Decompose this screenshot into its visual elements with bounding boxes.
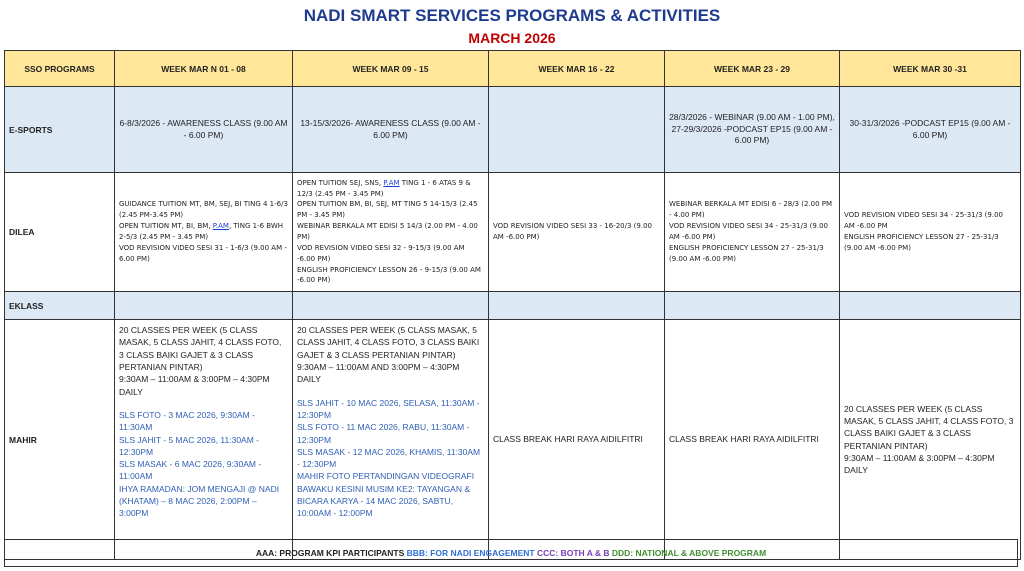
cell-line: 20 CLASSES PER WEEK (5 CLASS MASAK, 5 CLASS JAHIT, 4 CLASS FOTO, 3 CLASS BAIKI GAJET & 3 CLASS PERTANIAN PINTAR) bbox=[844, 403, 1014, 451]
column-header: WEEK MAR 23 - 29 bbox=[665, 51, 840, 87]
table-cell: VOD REVISION VIDEO SESI 33 - 16-20/3 (9.00 AM -6.00 PM) bbox=[489, 173, 665, 292]
column-header: SSO PROGRAMS bbox=[5, 51, 115, 87]
legend-bbb: BBB: FOR NADI ENGAGEMENT bbox=[406, 548, 537, 558]
program-label: E-SPORTS bbox=[5, 87, 115, 173]
header-row bbox=[5, 51, 1021, 87]
cell-line: IHYA RAMADAN: JOM MENGAJI @ NADI (KHATAM) – 8 MAC 2026, 2:00PM – 3:00PM bbox=[119, 483, 280, 519]
program-label: DILEA bbox=[5, 173, 115, 292]
cell-line: ENGLISH PROFICIENCY LESSON 27 - 25-31/3 (9.00 AM -6.00 PM) bbox=[669, 243, 824, 263]
cell-line: WEBINAR BERKALA MT EDISI 5 14/3 (2.00 PM - 4.00 PM) bbox=[297, 222, 478, 241]
cell-line: VOD REVISION VIDEO SESI 34 - 25-31/3 (9.00 AM -6.00 PM bbox=[844, 211, 1003, 231]
cell-line: 9:30AM – 11:00AM AND 3:00PM – 4:30PM DAILY bbox=[297, 361, 460, 385]
cell-line: SLS MASAK - 6 MAC 2026, 9:30AM - 11:00AM bbox=[119, 459, 262, 482]
table-cell bbox=[489, 292, 665, 320]
table-cell: 13-15/3/2026- AWARENESS CLASS (9.00 AM - 6.00 PM) bbox=[293, 87, 489, 173]
cell-line: ENGLISH PROFICIENCY LESSON 27 - 25-31/3 (9.00 AM -6.00 PM) bbox=[844, 233, 999, 252]
cell-line: VOD REVISION VIDEO SESI 32 - 9-15/3 (9.00 AM -6.00 PM) bbox=[297, 243, 465, 263]
cell-line: ENGLISH PROFICIENCY LESSON 26 - 9-15/3 (9.00 AM -6.00 PM) bbox=[297, 265, 481, 285]
cell-line: 20 CLASSES PER WEEK (5 CLASS MASAK, 5 CLASS JAHIT, 4 CLASS FOTO, 3 CLASS BAIKI GAJET & 3 CLASS PERTANIAN PINTAR) bbox=[297, 325, 480, 360]
cell-line: 9:30AM – 11:00AM & 3:00PM – 4:30PM DAILY bbox=[119, 374, 270, 397]
table-cell bbox=[840, 173, 1021, 292]
cell-line: 27-29/3/2026 -PODCAST EP15 (9.00 AM - 6.00 PM) bbox=[671, 123, 833, 146]
cell-text: , TING 1-6 BWH 2-5/3 (2.45 PM - 3.45 PM) bbox=[119, 222, 284, 241]
column-header: WEEK MAR 09 - 15 bbox=[293, 51, 489, 87]
table-cell: 6-8/3/2026 - AWARENESS CLASS (9.00 AM - 6.00 PM) bbox=[115, 87, 293, 173]
pam-link[interactable]: P.AM bbox=[383, 178, 400, 187]
pam-link[interactable]: P.AM bbox=[212, 222, 229, 231]
legend-ccc: CCC: BOTH A & B bbox=[536, 548, 612, 558]
table-row-mahir bbox=[5, 320, 1021, 560]
column-header: WEEK MAR N 01 - 08 bbox=[115, 51, 293, 87]
page-title: NADI SMART SERVICES PROGRAMS & ACTIVITIES bbox=[303, 6, 721, 25]
table-row-esports bbox=[5, 87, 1021, 173]
legend-ddd: DDD: NATIONAL & ABOVE PROGRAM bbox=[611, 548, 767, 558]
schedule-table bbox=[4, 50, 1021, 560]
table-row-eklass bbox=[5, 292, 1021, 320]
table-cell bbox=[293, 173, 489, 292]
cell-line: SLS FOTO - 11 MAC 2026, RABU, 11:30AM - 12:30PM bbox=[297, 422, 470, 445]
cell-line: WEBINAR BERKALA MT EDISI 6 - 28/3 (2.00 PM - 4.00 PM) bbox=[669, 200, 833, 220]
cell-text: OPEN TUITION SEJ, SNS, bbox=[297, 178, 384, 187]
cell-line: SLS MASAK - 12 MAC 2026, KHAMIS, 11:30AM - 12:30PM bbox=[297, 446, 481, 470]
cell-line: OPEN TUITION BM, BI, SEJ, MT TING 5 14-15/3 (2.45 PM - 3.45 PM) bbox=[297, 200, 478, 220]
cell-line bbox=[119, 221, 288, 243]
column-header: WEEK MAR 30 -31 bbox=[840, 51, 1021, 87]
program-label: MAHIR bbox=[5, 320, 115, 560]
cell-line: MAHIR FOTO PERTANDINGAN VIDEOGRAFI BAWAKU KESINI MUSIM KE2: TAYANGAN & BICARA KARYA - 14 MAC 2026, SABTU, 10:00AM - 12:00PM bbox=[297, 471, 475, 519]
table-row-dilea bbox=[5, 173, 1021, 292]
cell-line: SLS JAHIT - 5 MAC 2026, 11:30AM - 12:30PM bbox=[119, 434, 259, 457]
legend-footer bbox=[4, 539, 1018, 567]
table-cell bbox=[489, 87, 665, 173]
column-header: WEEK MAR 16 - 22 bbox=[489, 51, 665, 87]
cell-text: OPEN TUITION MT, BI, BM, bbox=[119, 222, 213, 231]
cell-line: 20 CLASSES PER WEEK (5 CLASS MASAK, 5 CLASS JAHIT, 4 CLASS FOTO, 3 CLASS BAIKI GAJET & 3 CLASS PERTANIAN PINTAR) bbox=[119, 325, 282, 372]
cell-line: GUIDANCE TUITION MT, BM, SEJ, BI TING 4 1-6/3 (2.45 PM-3.45 PM) bbox=[119, 200, 288, 220]
cell-text: TING 1 - 6 ATAS 9 & 12/3 (2.45 PM - 3.45 PM) bbox=[297, 178, 471, 198]
table-cell bbox=[665, 292, 840, 320]
cell-line: VOD REVISION VIDEO SESI 31 - 1-6/3 (9.00 AM - 6.00 PM) bbox=[119, 243, 287, 263]
page-subtitle: MARCH 2026 bbox=[468, 30, 556, 46]
table-cell bbox=[665, 87, 840, 173]
table-cell: 30-31/3/2026 -PODCAST EP15 (9.00 AM - 6.00 PM) bbox=[840, 87, 1021, 173]
table-cell bbox=[293, 320, 489, 560]
cell-line: 9:30AM – 11:00AM & 3:00PM – 4:30PM DAILY bbox=[844, 452, 995, 476]
program-label: EKLASS bbox=[5, 292, 115, 320]
table-cell bbox=[115, 320, 293, 560]
legend-aaa: AAA: PROGRAM KPI PARTICIPANTS bbox=[255, 548, 407, 558]
table-cell bbox=[115, 173, 293, 292]
table-cell: CLASS BREAK HARI RAYA AIDILFITRI bbox=[489, 320, 665, 560]
table-cell bbox=[665, 173, 840, 292]
table-cell bbox=[115, 292, 293, 320]
cell-line: VOD REVISION VIDEO SESI 34 - 25-31/3 (9.00 AM -6.00 PM) bbox=[669, 222, 828, 241]
cell-line: 28/3/2026 - WEBINAR (9.00 AM - 1.00 PM), bbox=[669, 112, 835, 123]
cell-line: SLS FOTO - 3 MAC 2026, 9:30AM - 11:30AM bbox=[119, 409, 255, 433]
cell-line bbox=[297, 178, 484, 200]
table-cell: CLASS BREAK HARI RAYA AIDILFITRI bbox=[665, 320, 840, 560]
cell-line: SLS JAHIT - 10 MAC 2026, SELASA, 11:30AM - 12:30PM bbox=[297, 397, 480, 420]
table-cell bbox=[840, 292, 1021, 320]
table-cell bbox=[840, 320, 1021, 560]
table-cell bbox=[293, 292, 489, 320]
